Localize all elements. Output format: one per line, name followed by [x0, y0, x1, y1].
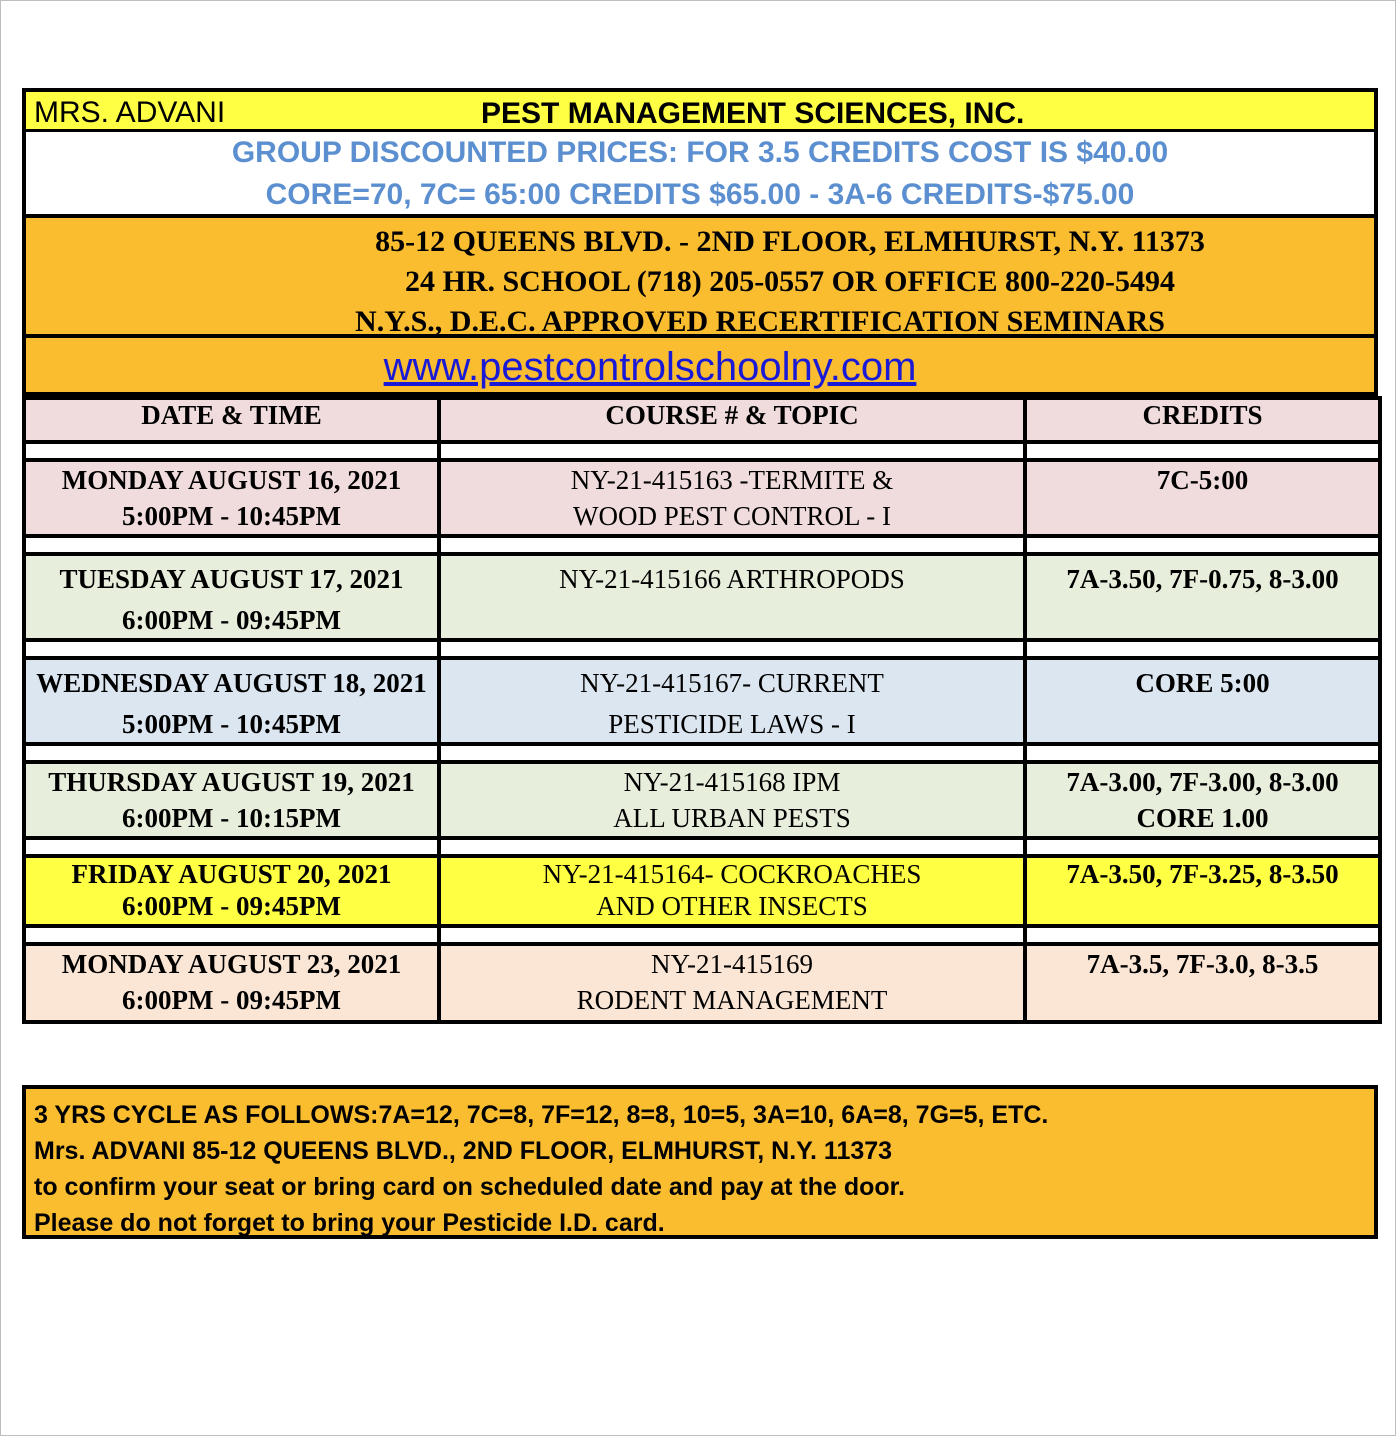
table-row — [24, 944, 1380, 1022]
row-course-cell — [439, 554, 1025, 640]
spacer-row — [24, 536, 1380, 554]
column-header-credits: CREDITS — [1025, 398, 1380, 442]
row-credits: 7A-3.00, 7F-3.00, 8-3.00 — [1066, 767, 1339, 797]
row-course-line-1: NY-21-415169 — [651, 949, 813, 979]
row-date: WEDNESDAY AUGUST 18, 2021 — [36, 668, 427, 698]
row-time: 6:00PM - 10:15PM — [122, 803, 341, 833]
website-band — [22, 338, 1378, 396]
row-credits-cell — [1025, 658, 1380, 744]
discount-line-1: GROUP DISCOUNTED PRICES: FOR 3.5 CREDITS COST IS $40.00 — [231, 136, 1169, 169]
row-date-cell — [24, 460, 439, 536]
row-credits: CORE 5:00 — [1135, 668, 1270, 698]
address-line-2: 24 HR. SCHOOL (718) 205-0557 OR OFFICE 800-220-5494 — [405, 265, 1175, 298]
address-band — [22, 218, 1378, 338]
table-row — [24, 554, 1380, 640]
spacer-row — [24, 744, 1380, 762]
row-course-line-2: RODENT MANAGEMENT — [576, 985, 888, 1015]
address-line-3: N.Y.S., D.E.C. APPROVED RECERTIFICATION SEMINARS — [355, 305, 1165, 338]
row-course-line-1: NY-21-415163 -TERMITE & — [570, 465, 894, 495]
row-course-line-1: NY-21-415166 ARTHROPODS — [559, 564, 905, 594]
row-date-cell — [24, 944, 439, 1022]
row-credits-cell — [1025, 856, 1380, 926]
contact-name: MRS. ADVANI — [34, 96, 226, 129]
row-course-cell — [439, 460, 1025, 536]
row-course-line-1: NY-21-415168 IPM — [623, 767, 841, 797]
row-date-cell — [24, 856, 439, 926]
company-title: PEST MANAGEMENT SCIENCES, INC. — [481, 97, 1025, 130]
footer-line-2: Mrs. ADVANI 85-12 QUEENS BLVD., 2ND FLOOR, ELMHURST, N.Y. 11373 — [34, 1137, 893, 1165]
row-credits: 7A-3.5, 7F-3.0, 8-3.5 — [1086, 949, 1319, 979]
row-time: 6:00PM - 09:45PM — [122, 891, 341, 921]
column-header-course: COURSE # & TOPIC — [439, 398, 1025, 442]
footer-line-3: to confirm your seat or bring card on scheduled date and pay at the door. — [34, 1173, 905, 1201]
discount-band — [22, 132, 1378, 218]
row-credits-cell — [1025, 762, 1380, 838]
row-course-cell — [439, 762, 1025, 838]
row-course-line-2: ALL URBAN PESTS — [613, 803, 851, 833]
row-date-cell — [24, 554, 439, 640]
footer-line-4: Please do not forget to bring your Pesticide I.D. card. — [34, 1209, 665, 1237]
spacer-row — [24, 838, 1380, 856]
schedule-table — [22, 396, 1382, 1024]
row-date: TUESDAY AUGUST 17, 2021 — [59, 564, 404, 594]
spacer-row — [24, 442, 1380, 460]
table-row — [24, 460, 1380, 536]
row-credits-cell — [1025, 460, 1380, 536]
row-credits-line-2: CORE 1.00 — [1136, 803, 1269, 833]
footer-line-1: 3 YRS CYCLE AS FOLLOWS:7A=12, 7C=8, 7F=12, 8=8, 10=5, 3A=10, 6A=8, 7G=5, ETC. — [34, 1101, 1049, 1129]
website-link[interactable]: www.pestcontrolschoolny.com — [383, 345, 917, 389]
row-date: MONDAY AUGUST 23, 2021 — [61, 949, 402, 979]
row-time: 6:00PM - 09:45PM — [122, 605, 341, 635]
row-course-cell — [439, 944, 1025, 1022]
row-date: THURSDAY AUGUST 19, 2021 — [48, 767, 415, 797]
column-header-date: DATE & TIME — [24, 398, 439, 442]
discount-line-2: CORE=70, 7C= 65:00 CREDITS $65.00 - 3A-6 CREDITS-$75.00 — [265, 178, 1135, 211]
row-time: 5:00PM - 10:45PM — [122, 501, 341, 531]
row-course-line-1: NY-21-415164- COCKROACHES — [542, 859, 922, 889]
row-course-line-2: PESTICIDE LAWS - I — [608, 709, 856, 739]
row-credits-cell — [1025, 554, 1380, 640]
row-time: 5:00PM - 10:45PM — [122, 709, 341, 739]
row-course-cell — [439, 856, 1025, 926]
row-credits: 7C-5:00 — [1156, 465, 1249, 495]
row-course-line-1: NY-21-415167- CURRENT — [580, 668, 884, 698]
row-time: 6:00PM - 09:45PM — [122, 985, 341, 1015]
row-date: FRIDAY AUGUST 20, 2021 — [71, 859, 392, 889]
footer-notes — [22, 1085, 1378, 1239]
row-course-line-2: WOOD PEST CONTROL - I — [573, 501, 891, 531]
table-header-row — [24, 398, 1380, 442]
table-row — [24, 856, 1380, 926]
row-course-line-2: AND OTHER INSECTS — [596, 891, 868, 921]
row-credits: 7A-3.50, 7F-3.25, 8-3.50 — [1066, 859, 1339, 889]
table-row — [24, 762, 1380, 838]
row-credits: 7A-3.50, 7F-0.75, 8-3.00 — [1066, 564, 1339, 594]
spacer-row — [24, 640, 1380, 658]
row-date: MONDAY AUGUST 16, 2021 — [61, 465, 402, 495]
row-date-cell — [24, 658, 439, 744]
row-date-cell — [24, 762, 439, 838]
spacer-row — [24, 926, 1380, 944]
table-row — [24, 658, 1380, 744]
header-band — [22, 88, 1378, 132]
row-credits-cell — [1025, 944, 1380, 1022]
flyer-sheet — [22, 88, 1378, 1024]
row-course-cell — [439, 658, 1025, 744]
address-line-1: 85-12 QUEENS BLVD. - 2ND FLOOR, ELMHURST, N.Y. 11373 — [375, 225, 1205, 258]
